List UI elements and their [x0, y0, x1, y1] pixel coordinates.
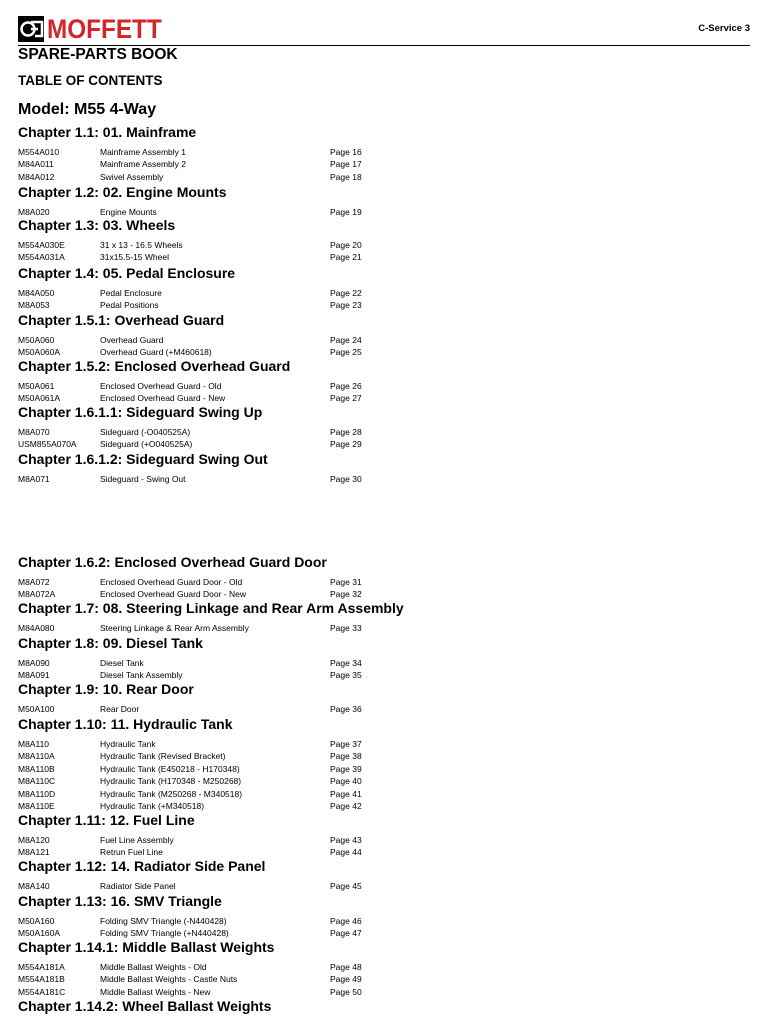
- part-description: Folding SMV Triangle (+N440428): [100, 928, 229, 939]
- part-description: Diesel Tank: [100, 658, 144, 668]
- chapter-heading: Chapter 1.4: 05. Pedal Enclosure: [18, 265, 236, 281]
- part-description: Overhead Guard (+M460618): [100, 347, 212, 358]
- part-row: [18, 927, 738, 939]
- part-row: [18, 473, 738, 485]
- part-description: Radiator Side Panel: [100, 881, 176, 891]
- part-description: Hydraulic Tank (+M340518): [100, 801, 205, 811]
- part-code: M84A011: [18, 159, 54, 170]
- part-description: Sideguard (-O040525A): [100, 427, 191, 437]
- part-description: Diesel Tank Assembly: [100, 670, 183, 681]
- part-page: Page 40: [330, 776, 362, 787]
- part-description: Folding SMV Triangle (-N440428): [100, 916, 227, 926]
- part-code: M8A110B: [18, 763, 55, 774]
- part-row: [18, 738, 738, 750]
- part-row: [18, 158, 738, 170]
- document-id: C-Service 3: [698, 23, 750, 34]
- part-code: M554A010: [18, 147, 60, 157]
- part-code: M554A031A: [18, 252, 65, 263]
- part-page: Page 34: [330, 658, 362, 668]
- part-code: M8A072A: [18, 589, 56, 600]
- part-page: Page 22: [330, 288, 362, 298]
- part-row: [18, 299, 738, 311]
- part-page: Page 30: [330, 474, 362, 484]
- chapter-heading: Chapter 1.13: 16. SMV Triangle: [18, 893, 222, 909]
- part-page: Page 42: [330, 801, 362, 811]
- part-code: M50A061: [18, 381, 55, 391]
- part-code: M8A110: [18, 739, 50, 749]
- part-page: Page 19: [330, 207, 362, 217]
- part-description: Retrun Fuel Line: [100, 847, 163, 858]
- part-page: Page 31: [330, 577, 362, 587]
- part-page: Page 46: [330, 916, 362, 926]
- part-page: Page 16: [330, 147, 362, 157]
- part-row: [18, 334, 738, 346]
- part-page: Page 33: [330, 623, 362, 633]
- part-description: Pedal Positions: [100, 300, 159, 311]
- part-description: Enclosed Overhead Guard - New: [100, 393, 226, 404]
- part-row: [18, 588, 738, 600]
- part-description: Steering Linkage & Rear Arm Assembly: [100, 623, 249, 633]
- part-code: M8A091: [18, 670, 50, 681]
- part-row: [18, 239, 738, 251]
- chapter-heading: Chapter 1.9: 10. Rear Door: [18, 681, 194, 697]
- part-page: Page 24: [330, 335, 362, 345]
- part-description: Enclosed Overhead Guard Door - New: [100, 589, 246, 600]
- part-page: Page 32: [330, 589, 362, 600]
- part-description: Enclosed Overhead Guard Door - Old: [100, 577, 243, 587]
- part-page: Page 47: [330, 928, 362, 939]
- part-description: Rear Door: [100, 704, 140, 714]
- part-description: 31x15.5-15 Wheel: [100, 252, 169, 263]
- chapter-heading: Chapter 1.14.2: Wheel Ballast Weights: [18, 998, 272, 1014]
- part-page: Page 36: [330, 704, 362, 714]
- part-code: M554A181B: [18, 974, 65, 985]
- part-description: Engine Mounts: [100, 207, 157, 217]
- part-row: [18, 880, 738, 892]
- part-code: M8A070: [18, 427, 50, 437]
- chapter-heading: Chapter 1.11: 12. Fuel Line: [18, 812, 195, 828]
- moffett-logo: [18, 16, 174, 42]
- part-row: [18, 973, 738, 985]
- part-description: Sideguard - Swing Out: [100, 474, 186, 484]
- part-description: Hydraulic Tank: [100, 739, 156, 749]
- logo-text: MOFFETT: [47, 14, 162, 44]
- part-description: Mainframe Assembly 1: [100, 147, 186, 157]
- part-code: M8A110E: [18, 801, 55, 811]
- part-description: Swivel Assembly: [100, 171, 164, 182]
- part-description: Enclosed Overhead Guard - Old: [100, 381, 222, 391]
- chapter-heading: Chapter 1.1: 01. Mainframe: [18, 124, 197, 140]
- chapter-heading: Chapter 1.8: 09. Diesel Tank: [18, 635, 203, 651]
- part-row: [18, 576, 738, 588]
- part-code: M50A100: [18, 704, 55, 714]
- part-code: M8A121: [18, 847, 50, 858]
- part-description: 31 x 13 - 16.5 Wheels: [100, 240, 183, 250]
- part-row: [18, 426, 738, 438]
- part-page: Page 26: [330, 381, 362, 391]
- part-description: Overhead Guard: [100, 335, 164, 345]
- part-code: M554A181A: [18, 962, 65, 972]
- part-code: M8A110C: [18, 776, 56, 787]
- part-description: Hydraulic Tank (H170348 - M250268): [100, 776, 242, 787]
- part-code: M84A080: [18, 623, 55, 633]
- part-code: M50A160A: [18, 928, 61, 939]
- part-page: Page 48: [330, 962, 362, 972]
- part-code: M554A030E: [18, 240, 65, 250]
- part-row: [18, 986, 738, 998]
- part-code: M84A050: [18, 288, 55, 298]
- part-page: Page 18: [330, 171, 362, 182]
- part-page: Page 39: [330, 763, 362, 774]
- part-page: Page 23: [330, 300, 362, 311]
- part-page: Page 27: [330, 393, 362, 404]
- part-page: Page 44: [330, 847, 362, 858]
- part-row: [18, 846, 738, 858]
- part-row: [18, 915, 738, 927]
- chapter-heading: Chapter 1.10: 11. Hydraulic Tank: [18, 716, 233, 732]
- part-description: Hydraulic Tank (M250268 - M340518): [100, 788, 243, 799]
- chapter-heading: Chapter 1.6.2: Enclosed Overhead Guard Door: [18, 554, 327, 570]
- part-code: M50A160: [18, 916, 55, 926]
- part-row: [18, 171, 738, 183]
- part-code: M50A060A: [18, 347, 61, 358]
- part-description: Mainframe Assembly 2: [100, 159, 186, 170]
- part-code: M8A090: [18, 658, 50, 668]
- part-row: [18, 669, 738, 681]
- part-description: Hydraulic Tank (Revised Bracket): [100, 751, 226, 762]
- chapter-heading: Chapter 1.3: 03. Wheels: [18, 217, 176, 233]
- part-page: Page 20: [330, 240, 362, 250]
- part-row: [18, 287, 738, 299]
- model-heading: Model: M55 4-Way: [18, 101, 157, 118]
- part-code: M8A072: [18, 577, 50, 587]
- part-code: M50A060: [18, 335, 55, 345]
- part-row: [18, 346, 738, 358]
- part-code: M554A181C: [18, 986, 66, 997]
- part-page: Page 17: [330, 159, 362, 170]
- part-row: [18, 438, 738, 450]
- part-code: USM855A070A: [18, 439, 77, 450]
- part-page: Page 37: [330, 739, 362, 749]
- part-code: M8A110D: [18, 788, 56, 799]
- part-row: [18, 146, 738, 158]
- part-description: Hydraulic Tank (E450218 - H170348): [100, 763, 240, 774]
- part-page: Page 29: [330, 439, 362, 450]
- moffett-logo-icon: [18, 16, 44, 42]
- part-row: [18, 380, 738, 392]
- part-description: Middle Ballast Weights - Castle Nuts: [100, 974, 238, 985]
- part-description: Sideguard (+O040525A): [100, 439, 193, 450]
- chapter-heading: Chapter 1.5.2: Enclosed Overhead Guard: [18, 358, 291, 374]
- part-code: M8A020: [18, 207, 50, 217]
- part-code: M8A071: [18, 474, 50, 484]
- part-page: Page 35: [330, 670, 362, 681]
- chapter-heading: Chapter 1.2: 02. Engine Mounts: [18, 184, 227, 200]
- page-header: [18, 16, 750, 46]
- chapter-heading: Chapter 1.6.1.1: Sideguard Swing Up: [18, 404, 263, 420]
- part-row: [18, 392, 738, 404]
- part-row: [18, 703, 738, 715]
- part-code: M8A140: [18, 881, 50, 891]
- part-row: [18, 622, 738, 634]
- part-page: Page 21: [330, 252, 362, 263]
- part-row: [18, 657, 738, 669]
- book-title: SPARE-PARTS BOOK: [18, 46, 178, 63]
- part-page: Page 43: [330, 835, 362, 845]
- part-page: Page 28: [330, 427, 362, 437]
- part-row: [18, 961, 738, 973]
- part-page: Page 45: [330, 881, 362, 891]
- part-page: Page 25: [330, 347, 362, 358]
- part-page: Page 38: [330, 751, 362, 762]
- part-code: M8A110A: [18, 751, 55, 762]
- part-page: Page 41: [330, 788, 362, 799]
- part-description: Middle Ballast Weights - Old: [100, 962, 207, 972]
- chapter-heading: Chapter 1.12: 14. Radiator Side Panel: [18, 858, 266, 874]
- toc-title: TABLE OF CONTENTS: [18, 73, 163, 88]
- part-row: [18, 763, 738, 775]
- part-description: Middle Ballast Weights - New: [100, 986, 211, 997]
- chapter-heading: Chapter 1.5.1: Overhead Guard: [18, 312, 225, 328]
- part-row: [18, 834, 738, 846]
- part-code: M84A012: [18, 171, 55, 182]
- chapter-heading: Chapter 1.14.1: Middle Ballast Weights: [18, 939, 275, 955]
- part-row: [18, 775, 738, 787]
- part-description: Pedal Enclosure: [100, 288, 162, 298]
- part-code: M50A061A: [18, 393, 61, 404]
- chapter-heading: Chapter 1.6.1.2: Sideguard Swing Out: [18, 451, 268, 467]
- part-code: M8A053: [18, 300, 50, 311]
- part-row: [18, 750, 738, 762]
- part-page: Page 49: [330, 974, 362, 985]
- part-row: [18, 788, 738, 800]
- part-page: Page 50: [330, 986, 362, 997]
- part-row: [18, 251, 738, 263]
- part-code: M8A120: [18, 835, 50, 845]
- chapter-heading: Chapter 1.7: 08. Steering Linkage and Rear Arm Assembly: [18, 600, 404, 616]
- part-description: Fuel Line Assembly: [100, 835, 174, 845]
- part-row: [18, 800, 738, 812]
